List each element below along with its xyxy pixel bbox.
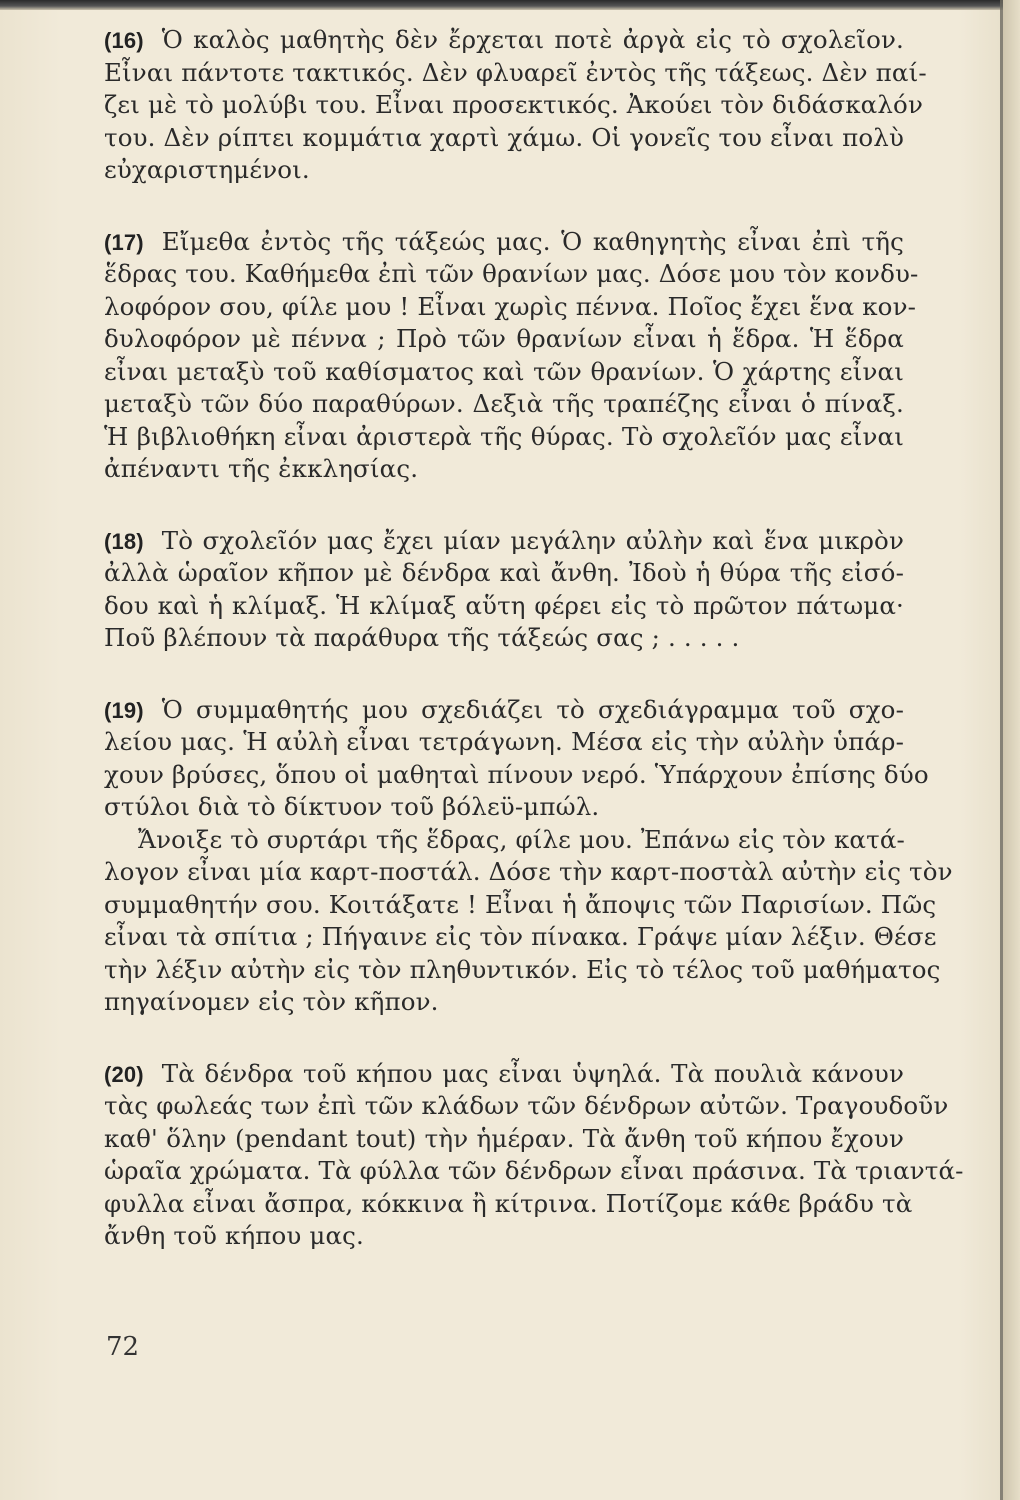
- scan-top-edge: [0, 0, 1020, 10]
- text-line: λοφόρον σου, φίλε μου ! Εἶναι χωρὶς πέννα. Ποῖος ἔχει ἕνα κον-: [104, 291, 917, 321]
- exercise-number: (20): [104, 1061, 144, 1087]
- text-line: ἄνθη τοῦ κήπου μας.: [104, 1221, 364, 1250]
- exercise-16: [104, 24, 927, 187]
- text-line: δυλοφόρον μὲ πέννα ; Πρὸ τῶν θρανίων εἶναι ἡ ἕδρα. Ἡ ἕδρα: [104, 324, 904, 353]
- line-text: Τὸ σχολεῖόν μας ἔχει μίαν μεγάλην αὐλὴν καὶ ἕνα μικρὸν: [161, 525, 904, 555]
- text-line: [104, 24, 904, 57]
- exercise-17: [104, 226, 919, 486]
- text-line: τὴν λέξιν αὐτὴν εἰς τὸν πληθυντικόν. Εἰς τὸ τέλος τοῦ μαθήματος: [104, 954, 941, 984]
- text-line: συμμαθητήν σου. Κοιτάξατε ! Εἶναι ἡ ἄποψις τῶν Παρισίων. Πῶς: [104, 889, 937, 919]
- exercise-18: [104, 525, 904, 655]
- exercise-number: (18): [104, 528, 144, 554]
- text-line: εἶναι τὰ σπίτια ; Πήγαινε εἰς τὸν πίνακα. Γράψε μίαν λέξιν. Θέσε: [104, 922, 937, 951]
- text-line: [104, 1058, 904, 1091]
- exercise-number: (19): [104, 697, 144, 723]
- text-line: εἶναι μεταξὺ τοῦ καθίσματος καὶ τῶν θρανίων. Ὁ χάρτης εἶναι: [104, 356, 904, 386]
- text-line: ἀπέναντι τῆς ἐκκλησίας.: [104, 454, 419, 483]
- exercise-number: (17): [104, 229, 144, 255]
- exercise-number: (16): [104, 28, 144, 53]
- text-line: Ἡ βιβλιοθήκη εἶναι ἀριστερὰ τῆς θύρας. Τὸ σχολεῖόν μας εἶναι: [104, 421, 904, 451]
- text-line: [104, 226, 904, 259]
- line-text: Εἴμεθα ἐντὸς τῆς τάξεώς μας. Ὁ καθηγητὴς εἶναι ἐπὶ τῆς: [161, 226, 904, 256]
- text-line: εὐχαριστημένοι.: [104, 155, 310, 184]
- line-text: Ὁ συμμαθητής μου σχεδιάζει τὸ σχεδιάγραμμα τοῦ σχο-: [161, 694, 904, 724]
- text-line: ἀλλὰ ὡραῖον κῆπον μὲ δένδρα καὶ ἄνθη. Ἰδοὺ ἡ θύρα τῆς εἰσό-: [104, 558, 904, 587]
- text-line: μεταξὺ τῶν δύο παραθύρων. Δεξιὰ τῆς τραπέζης εἶναι ὁ πίναξ.: [104, 389, 904, 418]
- text-line: τὰς φωλεάς των ἐπὶ τῶν κλάδων τῶν δένδρων αὐτῶν. Τραγουδοῦν: [104, 1091, 949, 1120]
- text-line: Ποῦ βλέπουν τὰ παράθυρα τῆς τάξεώς σας ; . . . . .: [104, 623, 740, 652]
- text-line: Εἶναι πάντοτε τακτικός. Δὲν φλυαρεῖ ἐντὸς τῆς τάξεως. Δὲν παί-: [104, 57, 927, 87]
- line-text: Τὰ δένδρα τοῦ κήπου μας εἶναι ὑψηλά. Τὰ πουλιὰ κάνουν: [161, 1058, 904, 1088]
- scan-gutter-shade: [1003, 0, 1020, 1500]
- text-line: Ἄνοιξε τὸ συρτάρι τῆς ἕδρας, φίλε μου. Ἐπάνω εἰς τὸν κατά-: [138, 824, 905, 854]
- text-line: καθ' ὅλην (pendant tout) τὴν ἡμέραν. Τὰ ἄνθη τοῦ κήπου ἔχουν: [104, 1123, 904, 1153]
- text-line: [104, 525, 904, 558]
- text-line: χουν βρύσες, ὅπου οἱ μαθηταὶ πίνουν νερό. Ὑπάρχουν ἐπίσης δύο: [104, 759, 929, 789]
- text-line: του. Δὲν ρίπτει κομμάτια χαρτὶ χάμω. Οἱ γονεῖς του εἶναι πολὺ: [104, 122, 904, 152]
- text-line: λογον εἶναι μία καρτ-ποστάλ. Δόσε τὴν καρτ-ποστὰλ αὐτὴν εἰς τὸν: [104, 857, 953, 886]
- text-line: πηγαίνομεν εἰς τὸν κῆπον.: [104, 987, 439, 1016]
- page-number: 72: [106, 1332, 140, 1362]
- text-line: ζει μὲ τὸ μολύβι του. Εἶναι προσεκτικός. Ἀκούει τὸν διδάσκαλόν: [104, 90, 923, 119]
- exercise-20: [104, 1058, 964, 1253]
- text-line: ὡραῖα χρώματα. Τὰ φύλλα τῶν δένδρων εἶναι πράσινα. Τὰ τριαντά-: [104, 1156, 964, 1185]
- text-line: δου καὶ ἡ κλίμαξ. Ἡ κλίμαξ αὕτη φέρει εἰς τὸ πρῶτον πάτωμα·: [104, 590, 904, 620]
- line-text: Ὁ καλὸς μαθητὴς δὲν ἔρχεται ποτὲ ἀργὰ εἰς τὸ σχολεῖον.: [161, 25, 904, 54]
- exercise-19: [104, 694, 953, 1019]
- page-text: [104, 24, 964, 1292]
- text-line: [104, 694, 904, 727]
- text-line: στύλοι διὰ τὸ δίκτυον τοῦ βόλεϋ-μπώλ.: [104, 792, 600, 821]
- text-line: ἕδρας του. Καθήμεθα ἐπὶ τῶν θρανίων μας. Δόσε μου τὸν κονδυ-: [104, 259, 919, 288]
- text-line: φυλλα εἶναι ἄσπρα, κόκκινα ἢ κίτρινα. Ποτίζομε κάθε βράδυ τὰ: [104, 1188, 913, 1218]
- text-line: λείου μας. Ἡ αὐλὴ εἶναι τετράγωνη. Μέσα εἰς τὴν αὐλὴν ὑπάρ-: [104, 727, 904, 756]
